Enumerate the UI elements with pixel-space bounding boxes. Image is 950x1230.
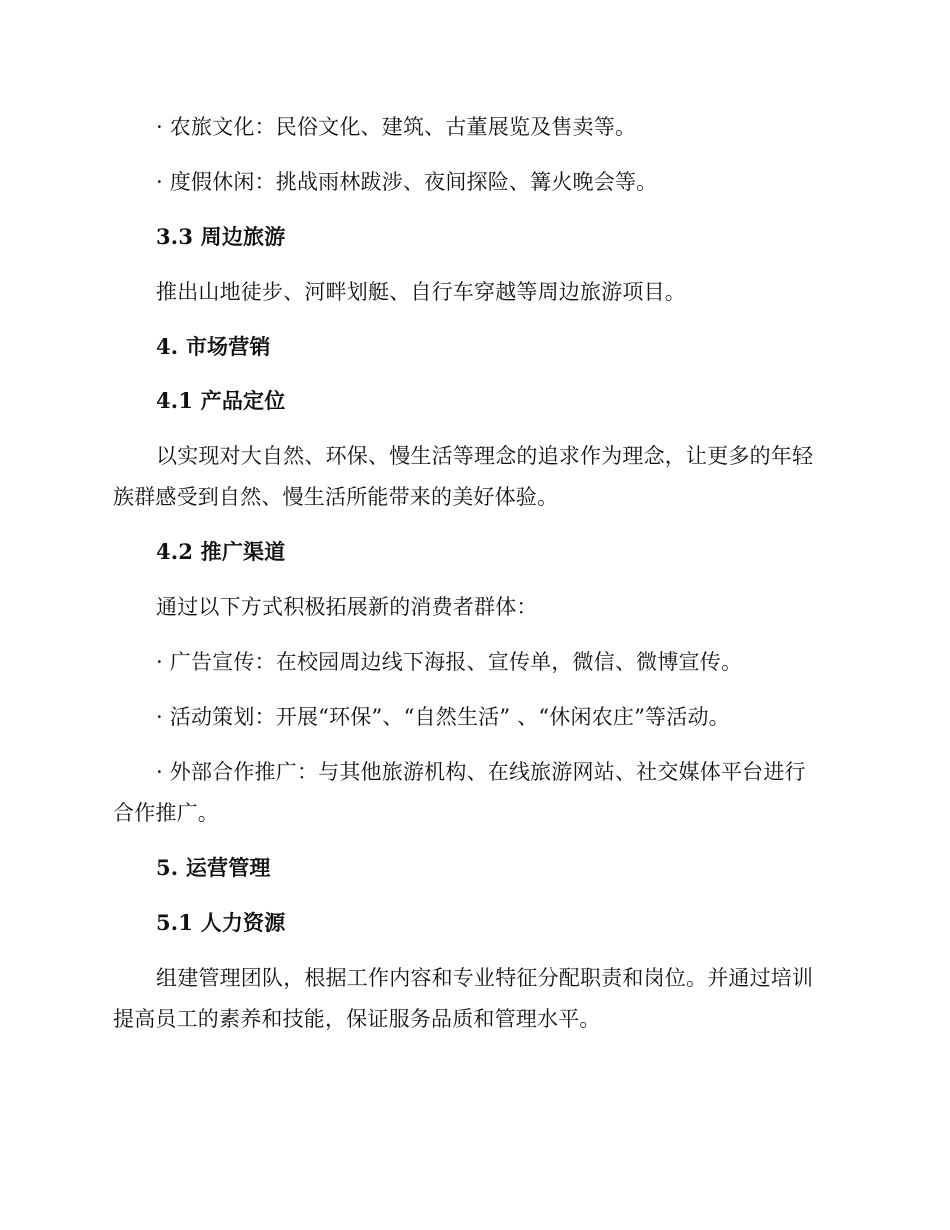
paragraph-5-1-line-2: 提高员工的素养和技能，保证服务品质和管理水平。 <box>113 1007 601 1031</box>
paragraph-5-1-line-1: 组建管理团队，根据工作内容和专业特征分配职责和岗位。并通过培训 <box>156 966 814 990</box>
bullet-agritourism-culture: · 农旅文化：民俗文化、建筑、古董展览及售卖等。 <box>156 115 637 139</box>
paragraph-4-1-line-1: 以实现对大自然、环保、慢生活等理念的追求作为理念，让更多的年轻 <box>156 444 814 468</box>
bullet-partnership-line-2: 合作推广。 <box>113 801 219 825</box>
heading-3-3: 3.3 周边旅游 <box>156 224 286 249</box>
bullet-event-planning: · 活动策划：开展“环保”、“自然生活” 、“休闲农庄”等活动。 <box>156 705 730 729</box>
paragraph-4-2: 通过以下方式积极拓展新的消费者群体： <box>156 595 538 619</box>
heading-4-2: 4.2 推广渠道 <box>156 539 286 564</box>
paragraph-4-1-line-2: 族群感受到自然、慢生活所能带来的美好体验。 <box>113 485 559 509</box>
heading-5-1: 5.1 人力资源 <box>156 910 286 935</box>
heading-4-1: 4.1 产品定位 <box>156 388 286 413</box>
heading-4: 4. 市场营销 <box>156 334 271 359</box>
paragraph-3-3: 推出山地徒步、河畔划艇、自行车穿越等周边旅游项目。 <box>156 280 686 304</box>
bullet-partnership-line-1: · 外部合作推广：与其他旅游机构、在线旅游网站、社交媒体平台进行 <box>156 760 806 784</box>
bullet-advertising: · 广告宣传：在校园周边线下海报、宣传单，微信、微博宣传。 <box>156 650 743 674</box>
heading-5: 5. 运营管理 <box>156 855 271 880</box>
bullet-vacation-leisure: · 度假休闲：挑战雨林跋涉、夜间探险、篝火晚会等。 <box>156 170 658 194</box>
